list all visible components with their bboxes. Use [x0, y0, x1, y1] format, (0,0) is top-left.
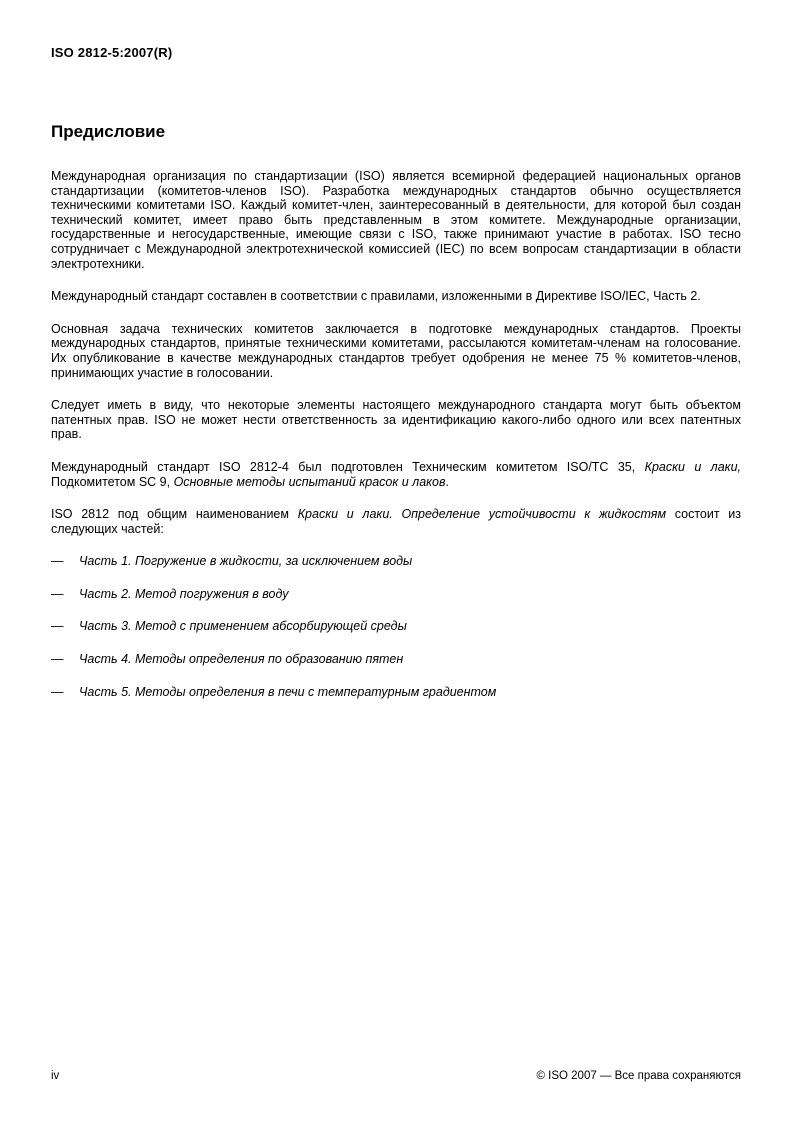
text-run: Международная организация по стандартизации (ISO) является всемирной федерацией национальных органов стандартизации (комитетов-членов ISO). Разработка международных стандартов обычно осуществляется техническими комитетами ISO. Каждый комитет-член, заинтересованный в деятельности, для которой был создан технический комитет, имеет право быть представленным в этом комитете. Международные организации, государственные и негосударственные, имеющие связи с ISO, также принимают участие в работах. ISO тесно сотрудничает с Международной электротехнической комиссией (IEC) по всем вопросам стандартизации в области электротехники.	[51, 169, 741, 271]
paragraph-committee-task	[51, 322, 741, 380]
page-footer	[51, 1070, 741, 1082]
list-item-text: Часть 5. Методы определения в печи с температурным градиентом	[79, 684, 497, 699]
list-dash: —	[51, 619, 64, 634]
paragraph-prepared-by	[51, 460, 741, 489]
list-dash: —	[51, 652, 64, 667]
running-header: ISO 2812-5:2007(R)	[51, 45, 173, 60]
list-item-part-5	[51, 685, 741, 700]
list-item-part-1	[51, 554, 741, 569]
parts-list	[51, 554, 741, 699]
page-title: Предисловие	[51, 122, 166, 141]
list-item-text: Часть 2. Метод погружения в воду	[79, 586, 289, 601]
copyright-notice: © ISO 2007 — Все права сохраняются	[536, 1070, 741, 1082]
page-number: iv	[51, 1070, 60, 1082]
text-run-italic: Краски и лаки,	[644, 459, 741, 474]
list-dash: —	[51, 684, 64, 699]
text-run: Основная задача технических комитетов заключается в подготовке международных стандартов. Проекты международных стандартов, принятые техническими комитетами, рассылаются комитетам-членам на голосование. Их опубликование в качестве международных стандартов требует одобрения не менее 75 % комитетов-членов, принимающих участие в голосовании.	[51, 321, 741, 380]
paragraph-directives	[51, 289, 741, 304]
text-run: Международный стандарт ISO 2812-4 был подготовлен Техническим комитетом ISO/TC 35,	[51, 459, 645, 474]
text-run-italic: Краски и лаки. Определение устойчивости к жидкостям	[297, 507, 667, 522]
list-item-text: Часть 4. Методы определения по образованию пятен	[79, 652, 404, 667]
text-run-italic: Основные методы испытаний красок и лаков	[173, 474, 446, 489]
page-content	[51, 122, 741, 717]
list-item-part-3	[51, 619, 741, 634]
paragraph-series-intro	[51, 507, 741, 536]
text-run: состоит из следующих частей:	[51, 507, 741, 536]
list-item-text: Часть 1. Погружение в жидкости, за исключением воды	[79, 554, 413, 569]
list-dash: —	[51, 554, 64, 569]
list-item-part-2	[51, 587, 741, 602]
paragraph-patent-rights	[51, 398, 741, 442]
list-dash: —	[51, 586, 64, 601]
text-run: ISO 2812 под общим наименованием	[51, 507, 298, 522]
text-run: Следует иметь в виду, что некоторые элементы настоящего международного стандарта могут быть объектом патентных прав. ISO не может нести ответственность за идентификацию какого-либо одного или всех патентных прав.	[51, 398, 741, 442]
list-item-part-4	[51, 652, 741, 667]
list-item-text: Часть 3. Метод с применением абсорбирующей среды	[79, 619, 407, 634]
paragraph-iso-federation	[51, 169, 741, 271]
text-run: Подкомитетом SC 9,	[51, 474, 174, 489]
text-run: Международный стандарт составлен в соответствии с правилами, изложенными в Директиве ISO/IEC, Часть 2.	[51, 289, 701, 304]
text-run: .	[445, 474, 450, 489]
